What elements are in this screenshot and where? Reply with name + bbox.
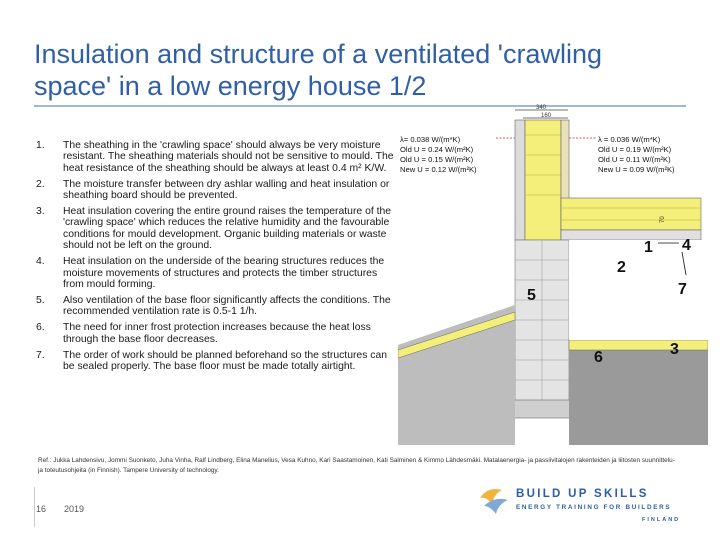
list-item: [36, 322, 396, 345]
numbered-list: [36, 140, 396, 377]
slide-title: Insulation and structure of a ventilated 'crawling space' in a low energy house 1/2: [34, 39, 602, 101]
marker-4: 4: [682, 237, 691, 254]
list-text: Heat insulation on the underside of the bearing structures reduces the moisture movements of structures and protects the timber structures from mould forming.: [63, 256, 385, 290]
dimension-label-side: 70: [660, 216, 666, 223]
logo-mark-icon: [474, 482, 514, 518]
crawl-space-section-diagram: [398, 100, 708, 445]
left-label: New U = 0.12 W/(m²K): [400, 165, 477, 174]
crawl-space-ground: [569, 350, 708, 445]
dimension-label-top: 340: [535, 105, 547, 111]
crawl-space-void: [569, 240, 708, 340]
right-label: New U = 0.09 W/(m²K): [598, 165, 675, 174]
list-item: [36, 256, 396, 290]
left-label: Old U = 0.15 W/(m²K): [400, 155, 474, 164]
wall-outer-cladding: [515, 120, 525, 240]
marker-1: 1: [644, 239, 653, 256]
logo-title: BUILD UP SKILLS: [516, 488, 649, 500]
list-text: Heat insulation covering the entire ground raises the temperature of the 'crawling space' which reduces the relative humidity and the favourable conditions for mould development. Organic building materials or waste should not be left on the ground.: [63, 206, 392, 252]
marker-7: 7: [678, 281, 687, 298]
right-label: λ = 0.036 W/(m*K): [598, 135, 661, 144]
list-number: 1.: [36, 140, 45, 151]
marker-5: 5: [527, 287, 536, 304]
list-number: 4.: [36, 256, 45, 268]
footer-year: 2019: [64, 504, 85, 514]
list-item: [36, 350, 396, 373]
dimension-label-inner: 160: [540, 113, 552, 119]
list-number: 7.: [36, 349, 45, 361]
build-up-skills-logo: [474, 482, 694, 528]
list-number: 5.: [36, 294, 45, 306]
ground-insulation: [569, 340, 708, 350]
list-text: The sheathing in the 'crawling space' should always be very moisture resistant. The sheathing materials should not be sensitive to mould. The heat resistance of the sheathing should be always at least 0.4 m² K/W.: [63, 140, 394, 174]
marker-2: 2: [617, 259, 626, 276]
list-item: [36, 179, 396, 202]
logo-subtitle: ENERGY TRAINING FOR BUILDERS: [516, 504, 672, 511]
list-number: 3.: [36, 206, 45, 218]
list-text: Also ventilation of the base floor significantly affects the conditions. The recommended ventilation rate is 0.5-1 1/h.: [63, 294, 391, 318]
list-number: 2.: [36, 178, 45, 190]
left-label: λ= 0.038 W/(m*K): [400, 135, 461, 144]
outer-ground: [398, 305, 515, 445]
list-number: 6.: [36, 322, 45, 334]
marker-3: 3: [670, 341, 679, 358]
wall-insulation: [525, 120, 561, 240]
marker-6: 6: [594, 349, 603, 366]
list-text: The order of work should be planned beforehand so the structures can be sealed properly. The base floor must be made totally airtight.: [63, 349, 388, 372]
base-floor-insulation: [561, 198, 701, 230]
list-item: [36, 206, 396, 252]
left-label: Old U = 0.24 W/(m²K): [400, 145, 474, 154]
logo-country: FINLAND: [642, 517, 681, 523]
list-item: [36, 295, 396, 318]
reference-text: Ref.: Jukka Lahdensivu, Jommi Suonketo, Juha Vinha, Ralf Lindberg, Elina Manelius, Vesa Kuhno, Kari Saastamoinen, Kati Salminen & Kimmo Lähdesmäki. Matalaenergia- ja passiivitalojen rakenteiden ja liitosten suunnittelu- ja toteutusohjeita (in Finnish). Tampere University of technology.: [38, 457, 675, 474]
list-item: [36, 140, 396, 174]
footer-divider: [34, 487, 35, 527]
list-text: The need for inner frost protection increases because the heat loss through the base floor decreases.: [63, 322, 371, 345]
list-text: The moisture transfer between dry ashlar walling and heat insulation or sheathing board should be prevented.: [63, 178, 390, 202]
right-label: Old U = 0.11 W/(m²K): [598, 155, 671, 164]
right-label: Old U = 0.19 W/(m²K): [598, 145, 672, 154]
page-number: 16: [36, 504, 47, 514]
